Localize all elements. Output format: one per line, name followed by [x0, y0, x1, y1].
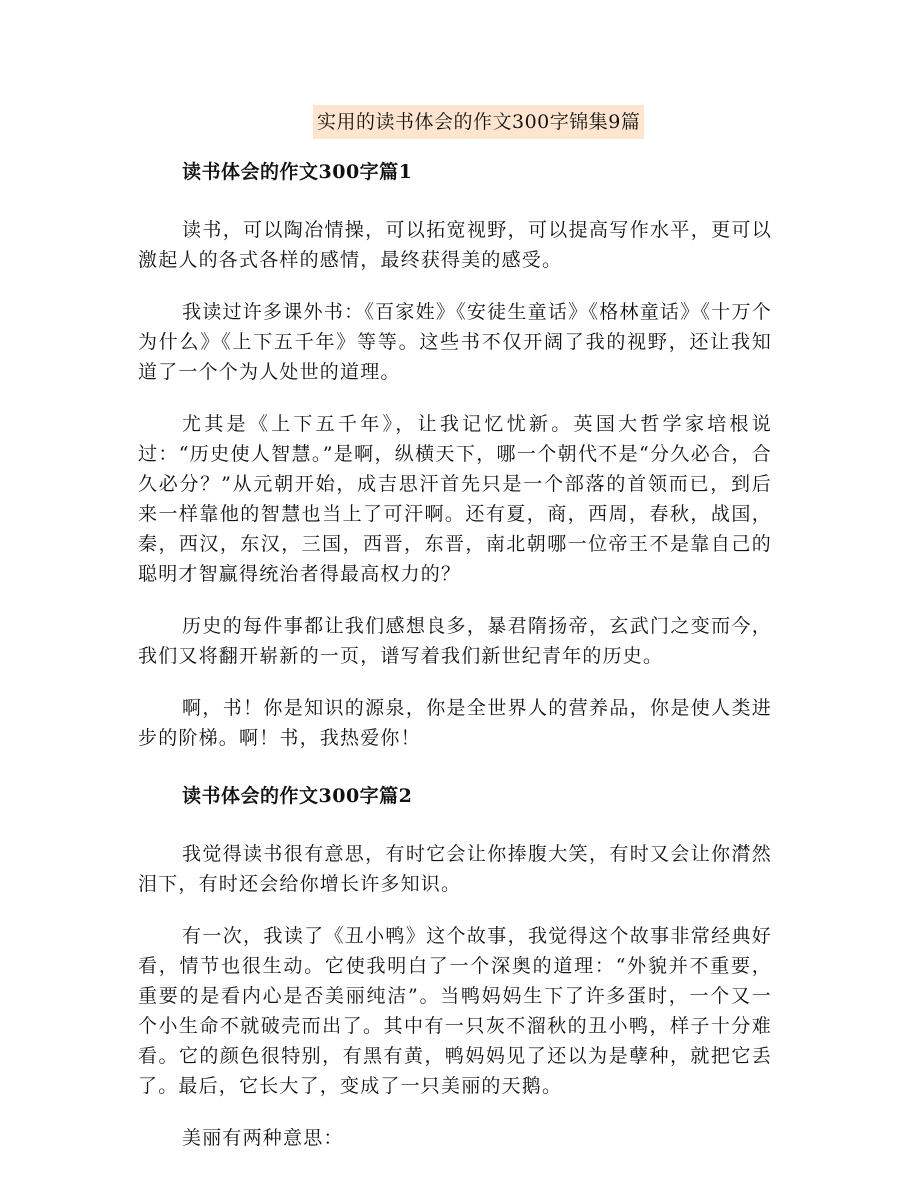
- section-heading: 读书体会的作文300字篇2: [182, 785, 413, 807]
- paragraph: 啊，书！你是知识的源泉，你是全世界人的营养品，你是使人类进步的阶梯。啊！书，我热爱你！: [138, 697, 772, 749]
- section-2: [138, 779, 772, 1153]
- paragraph: 我读过许多课外书：《百家姓》《安徒生童话》《格林童话》《十万个为什么》《上下五千年》等等。这些书不仅开阔了我的视野，还让我知道了一个个为人处世的道理。: [138, 301, 772, 383]
- paragraph: 读书，可以陶冶情操，可以拓宽视野，可以提高写作水平，更可以激起人的各式各样的感情，最终获得美的感受。: [138, 219, 772, 271]
- paragraph: 美丽有两种意思：: [182, 1127, 344, 1149]
- document-body: [138, 155, 772, 1153]
- document-title: 实用的读书体会的作文300字锦集9篇: [313, 105, 644, 139]
- paragraph: 尤其是《上下五千年》，让我记忆忧新。英国大哲学家培根说过：“历史使人智慧。”是啊，纵横天下，哪一个朝代不是“分久必合，合久必分？”从元朝开始，成吉思汗首先只是一个部落的首领而已，到后来一样靠他的智慧也当上了可汗啊。还有夏，商，西周，春秋，战国，秦，西汉，东汉，三国，西晋，东晋，南北朝哪一位帝王不是靠自己的聪明才智赢得统治者得最高权力的？: [138, 413, 772, 585]
- section-heading: 读书体会的作文300字篇1: [182, 161, 413, 183]
- paragraph: 有一次，我读了《丑小鸭》这个故事，我觉得这个故事非常经典好看，情节也很生动。它使我明白了一个深奥的道理：“外貌并不重要，重要的是看内心是否美丽纯洁”。当鸭妈妈生下了许多蛋时，一个又一个小生命不就破壳而出了。其中有一只灰不溜秋的丑小鸭，样子十分难看。它的颜色很特别，有黑有黄，鸭妈妈见了还以为是孽种，就把它丢了。最后，它长大了，变成了一只美丽的天鹅。: [138, 925, 772, 1097]
- section-1: [138, 155, 772, 753]
- paragraph: 我觉得读书很有意思，有时它会让你捧腹大笑，有时又会让你潸然泪下，有时还会给你增长许多知识。: [138, 843, 772, 895]
- paragraph: 历史的每件事都让我们感想良多，暴君隋扬帝，玄武门之变而今，我们又将翻开崭新的一页，谱写着我们新世纪青年的历史。: [138, 615, 772, 667]
